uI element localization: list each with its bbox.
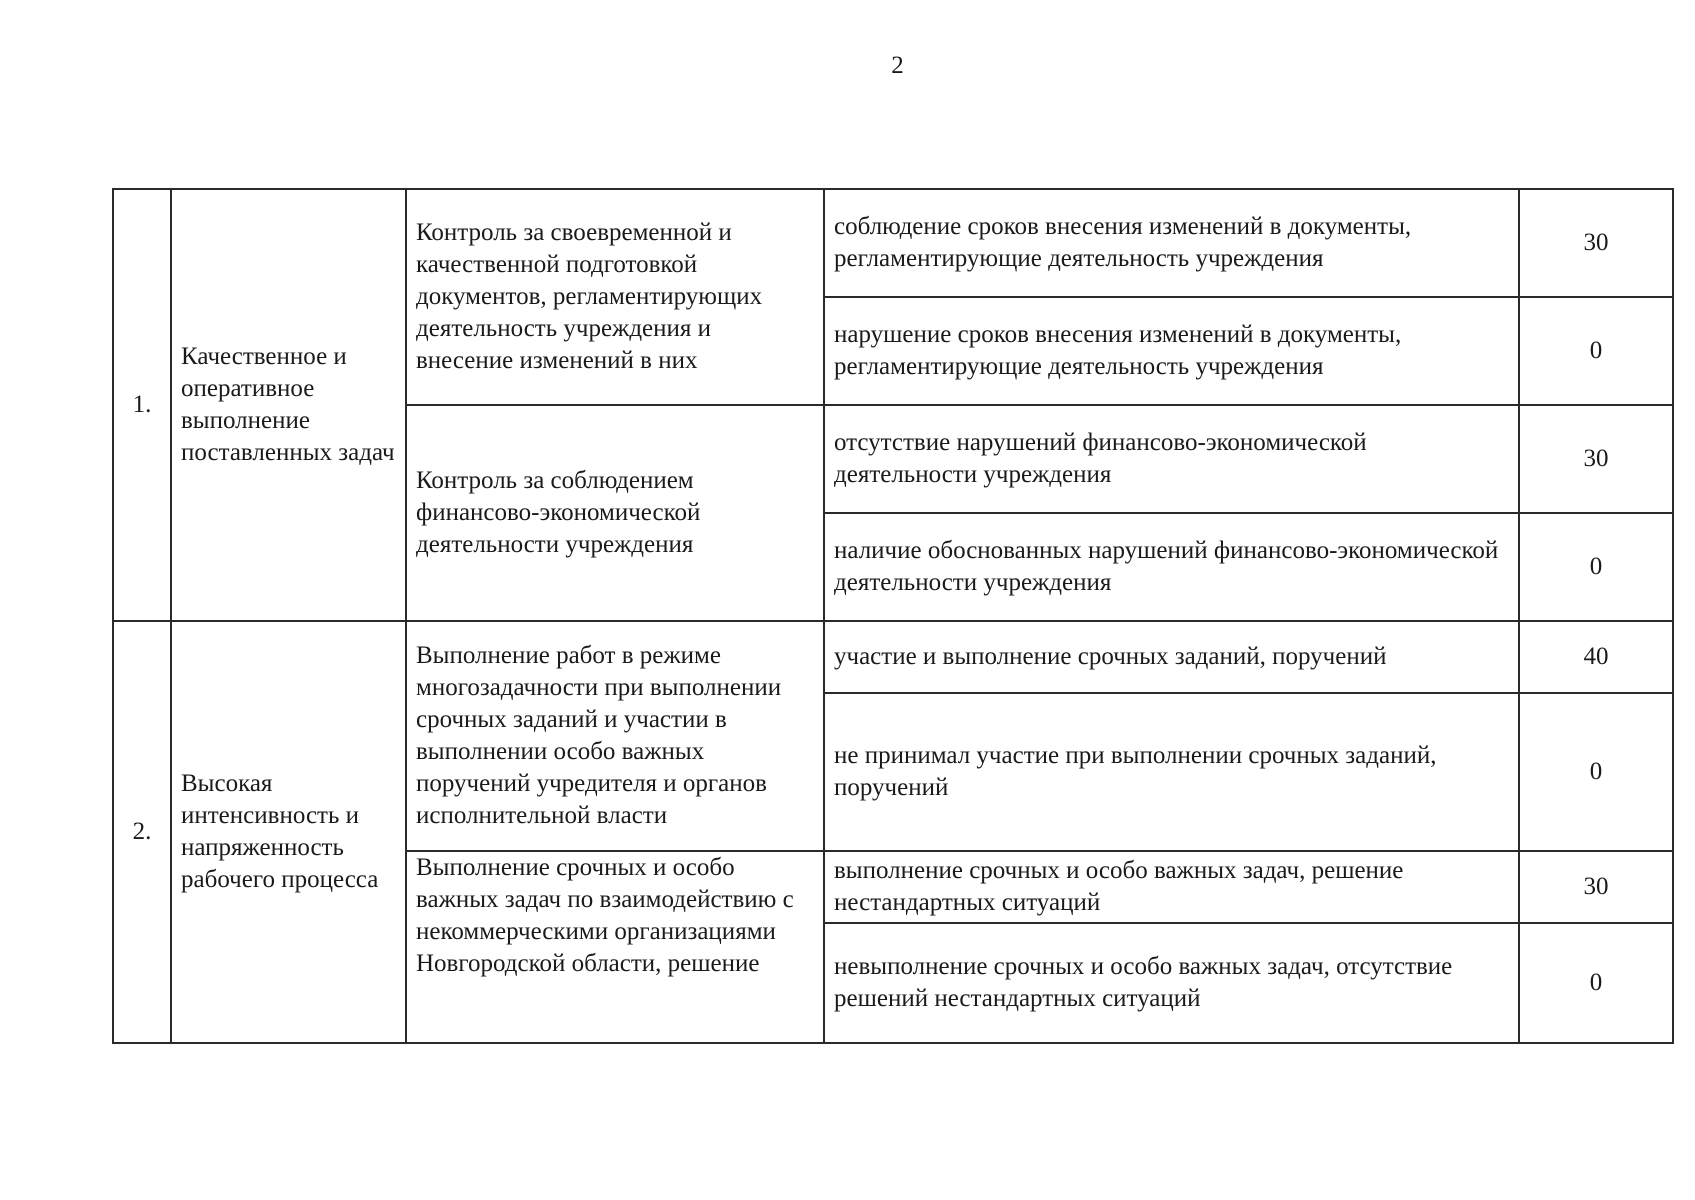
score-cell: 30: [1519, 189, 1673, 297]
section-title: Высокая интенсивность и напряженность рабочего процесса: [171, 621, 406, 1043]
score-cell: 0: [1519, 513, 1673, 621]
criterion-cell: выполнение срочных и особо важных задач, решение нестандартных ситуаций: [824, 851, 1519, 923]
table-row: [113, 621, 1673, 693]
score-cell: 0: [1519, 297, 1673, 405]
criterion-cell: наличие обоснованных нарушений финансово-экономической деятельности учреждения: [824, 513, 1519, 621]
section-number: 2.: [113, 621, 171, 1043]
score-cell: 0: [1519, 693, 1673, 851]
indicator-cell: Контроль за своевременной и качественной подготовкой документов, регламентирующих деятельность учреждения и внесение изменений в них: [406, 189, 824, 405]
section-number: 1.: [113, 189, 171, 621]
page-number: 2: [891, 52, 904, 79]
score-cell: 30: [1519, 405, 1673, 513]
indicator-cell: Выполнение срочных и особо важных задач по взаимодействию с некоммерческими организациями Новгородской области, решение: [406, 851, 824, 1043]
criterion-cell: не принимал участие при выполнении срочных заданий, поручений: [824, 693, 1519, 851]
criterion-cell: невыполнение срочных и особо важных задач, отсутствие решений нестандартных ситуаций: [824, 923, 1519, 1043]
criterion-cell: отсутствие нарушений финансово-экономической деятельности учреждения: [824, 405, 1519, 513]
table-row: [113, 189, 1673, 297]
score-cell: 30: [1519, 851, 1673, 923]
criterion-cell: соблюдение сроков внесения изменений в документы, регламентирующие деятельность учреждения: [824, 189, 1519, 297]
section-title: Качественное и оперативное выполнение поставленных задач: [171, 189, 406, 621]
score-cell: 40: [1519, 621, 1673, 693]
score-cell: 0: [1519, 923, 1673, 1043]
criterion-cell: нарушение сроков внесения изменений в документы, регламентирующие деятельность учреждения: [824, 297, 1519, 405]
indicator-cell: Выполнение работ в режиме многозадачности при выполнении срочных заданий и участии в выполнении особо важных поручений учредителя и органов исполнительной власти: [406, 621, 824, 851]
criterion-cell: участие и выполнение срочных заданий, поручений: [824, 621, 1519, 693]
indicator-cell: Контроль за соблюдением финансово-экономической деятельности учреждения: [406, 405, 824, 621]
criteria-table: [112, 188, 1674, 1044]
